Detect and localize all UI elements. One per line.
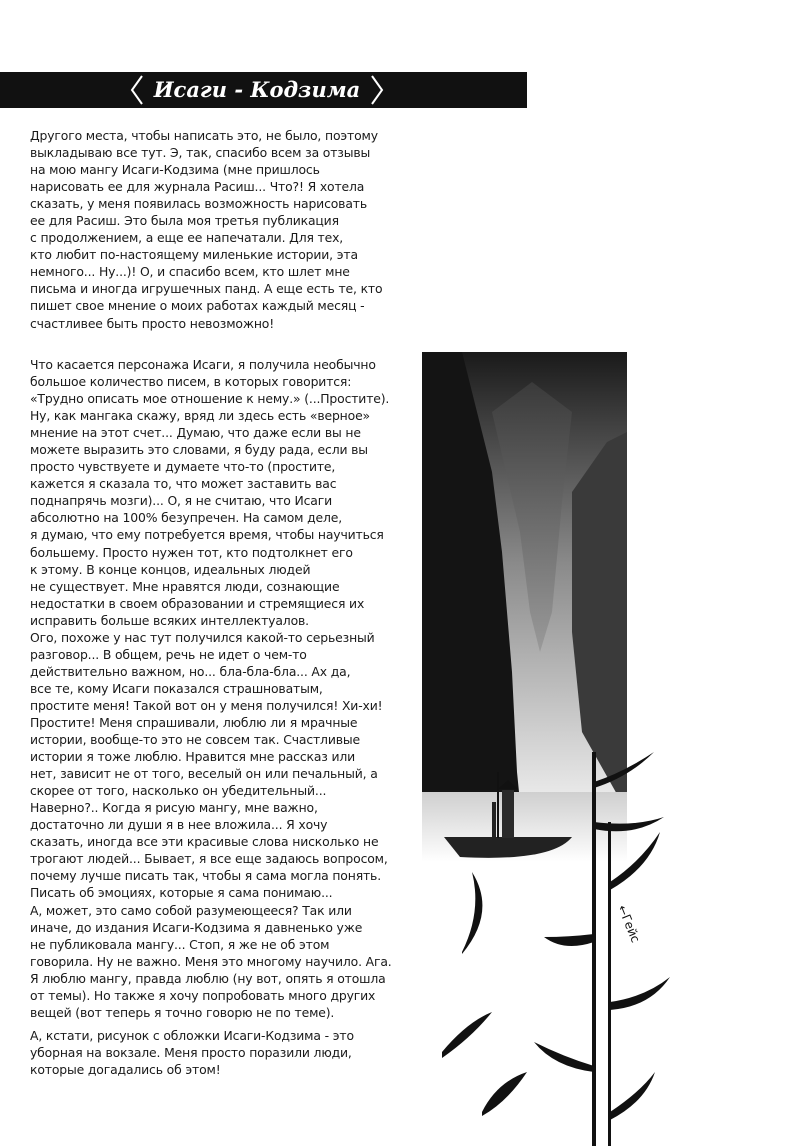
page-title: Исаги - Кодзима bbox=[153, 77, 361, 102]
paragraph-cover-art: А, кстати, рисунок с обложки Исаги-Кодзима - это уборная на вокзале. Меня просто поразили люди, которые догадались об этом! bbox=[30, 1028, 354, 1078]
title-frame bbox=[128, 72, 386, 108]
paragraph-isagi-character: Что касается персонажа Исаги, я получила необычно большое количество писем, в которых говорится: «Трудно описать мое отношение к нему.» (...Простите). Ну, как мангака скажу, вряд ли здесь есть «верное» мнение на этот счет... Думаю, что даже если вы не можете выразить это словами, я буду рада, если вы просто чувствуете и думаете что-то (простите, кажется я сказала то, что может заставить вас поднапрячь мозги)... О, я не считаю, что Исаги абсолютно на 100% безупречен. На самом деле, я думаю, что ему потребуется время, чтобы научиться большему. Просто нужен тот, кто подтолкнет его к этому. В конце концов, идеальных людей не существует. Мне нравятся люди, сознающие недостатки в своем образовании и стремящиеся их исправить больше всяких интеллектуалов. Ого, похоже у нас тут получился какой-то серьезный разговор... В общем, речь не идет о чем-то действительно важном, но... бла-бла-бла... Ах да, все те, кому Исаги показался страшноватым, простите меня! Такой вот он у меня получился! Хи-хи! Простите! Меня спрашивали, люблю ли я мрачные истории, вообще-то это не совсем так. Счастливые истории я тоже люблю. Нравится мне рассказ или нет, зависит не от того, веселый он или печальный, а скорее от того, насколько он убедительный... Наверно?.. Когда я рисую мангу, мне важно, достаточно ли души я в нее вложила... Я хочу сказать, иногда все эти красивые слова нисколько не трогают людей... Бывает, я все еще задаюсь вопросом, почему лучше писать так, чтобы я сама могла понять. Писать об эмоциях, которые я сама понимаю... А, может, это само собой разумеющееся? Так или иначе, до издания Исаги-Кодзима я давненько уже не публиковала мангу... Стоп, я же не об этом говорила. Ну не важно. Меня это многому научило. Ага. Я люблю мангу, правда люблю (ну вот, опять я отошла от темы). Но также я хочу попробовать много других вещей (вот теперь я точно говорю не по теме). bbox=[30, 357, 392, 1020]
title-bar bbox=[0, 72, 527, 108]
character-annotation: ←Гейс bbox=[615, 903, 643, 945]
paragraph-thanks: Другого места, чтобы написать это, не было, поэтому выкладываю все тут. Э, так, спасибо всем за отзывы на мою мангу Исаги-Кодзима (мне пришлось нарисовать ее для журнала Расиш... Что?! Я хотела сказать, у меня появилась возможность нарисовать ее для Расиш. Это была моя третья публикация с продолжением, а еще ее напечатали. Для тех, кто любит по-настоящему миленькие истории, эта немного... Ну...)! О, и спасибо всем, кто шлет мне письма и иногда игрушечных панд. А еще есть те, кто пишет свое мнение о моих работах каждый месяц - счастливее быть просто невозможно! bbox=[30, 128, 383, 331]
ink-landscape-illustration bbox=[422, 352, 800, 1146]
